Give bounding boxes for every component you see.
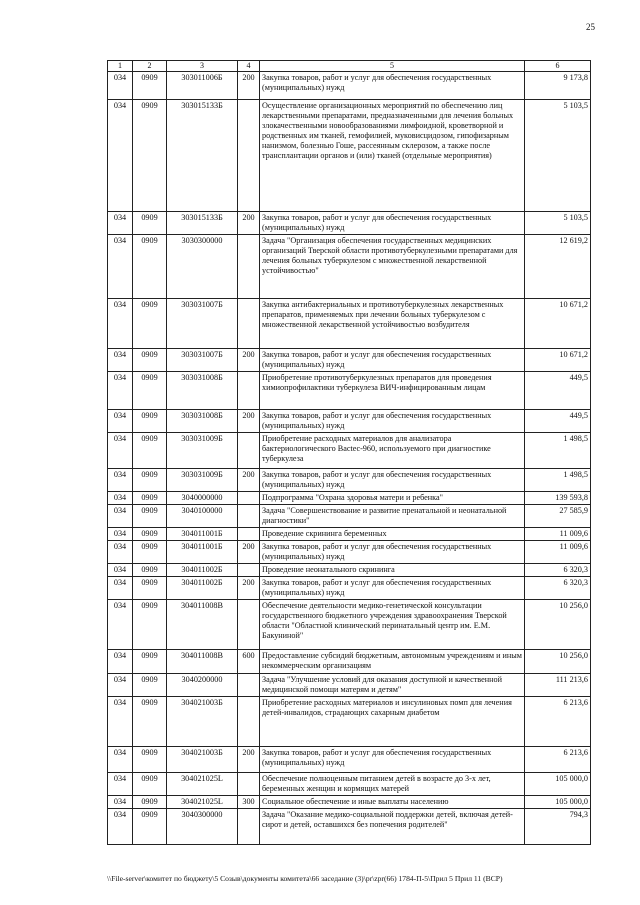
cell-amount: 10 671,2 — [525, 298, 591, 348]
cell-amount: 6 320,3 — [525, 563, 591, 576]
table-row — [108, 576, 591, 599]
cell-section-code: 0909 — [133, 371, 167, 409]
table-header — [108, 61, 591, 72]
cell-ministry-code: 034 — [108, 673, 133, 696]
column-header: 5 — [260, 61, 525, 72]
cell-ministry-code: 034 — [108, 504, 133, 527]
cell-section-code: 0909 — [133, 348, 167, 371]
cell-expense-type-code — [238, 563, 260, 576]
cell-description: Закупка товаров, работ и услуг для обеспечения государственных (муниципальных) нужд — [260, 409, 525, 432]
cell-expense-type-code — [238, 673, 260, 696]
cell-amount: 5 103,5 — [525, 211, 591, 234]
table-row — [108, 649, 591, 673]
cell-target-article-code: 3040100000 — [167, 504, 238, 527]
cell-section-code: 0909 — [133, 504, 167, 527]
cell-target-article-code: 304011008В — [167, 649, 238, 673]
cell-section-code: 0909 — [133, 234, 167, 298]
cell-target-article-code: 303015133Б — [167, 211, 238, 234]
cell-target-article-code: 303011006Б — [167, 71, 238, 99]
cell-ministry-code: 034 — [108, 71, 133, 99]
cell-section-code: 0909 — [133, 527, 167, 540]
cell-section-code: 0909 — [133, 576, 167, 599]
cell-ministry-code: 034 — [108, 527, 133, 540]
table-body — [108, 71, 591, 844]
cell-ministry-code: 034 — [108, 808, 133, 844]
cell-description: Закупка товаров, работ и услуг для обеспечения государственных (муниципальных) нужд — [260, 746, 525, 772]
cell-ministry-code: 034 — [108, 772, 133, 795]
cell-ministry-code: 034 — [108, 371, 133, 409]
cell-description: Закупка товаров, работ и услуг для обеспечения государственных (муниципальных) нужд — [260, 576, 525, 599]
cell-description: Приобретение расходных материалов для анализатора бактериологического Bactec-960, используемого при диагностике туберкулеза — [260, 432, 525, 468]
cell-description: Обеспечение деятельности медико-генетической консультации государственного бюджетного учреждения здравоохранения Тверской области "Областной клинический перинатальный центр им. Е.М. Бакуниной" — [260, 599, 525, 649]
cell-target-article-code: 3040300000 — [167, 808, 238, 844]
cell-expense-type-code: 600 — [238, 649, 260, 673]
table-row — [108, 746, 591, 772]
cell-expense-type-code — [238, 371, 260, 409]
cell-amount: 27 585,9 — [525, 504, 591, 527]
cell-ministry-code: 034 — [108, 649, 133, 673]
cell-section-code: 0909 — [133, 795, 167, 808]
cell-section-code: 0909 — [133, 211, 167, 234]
table-row — [108, 696, 591, 746]
table-row — [108, 563, 591, 576]
cell-target-article-code: 303031008Б — [167, 371, 238, 409]
column-header: 2 — [133, 61, 167, 72]
column-header: 3 — [167, 61, 238, 72]
cell-expense-type-code — [238, 432, 260, 468]
cell-target-article-code: 303031007Б — [167, 348, 238, 371]
cell-section-code: 0909 — [133, 432, 167, 468]
budget-table — [107, 60, 591, 845]
table-row — [108, 795, 591, 808]
table-row — [108, 71, 591, 99]
cell-target-article-code: 304021003Б — [167, 746, 238, 772]
cell-description: Социальное обеспечение и иные выплаты населению — [260, 795, 525, 808]
cell-ministry-code: 034 — [108, 298, 133, 348]
cell-amount: 5 103,5 — [525, 99, 591, 211]
cell-target-article-code: 304021025L — [167, 772, 238, 795]
cell-section-code: 0909 — [133, 746, 167, 772]
cell-description: Задача "Оказание медико-социальной поддержки детей, включая детей-сирот и детей, оставшихся без попечения родителей" — [260, 808, 525, 844]
column-header: 6 — [525, 61, 591, 72]
cell-target-article-code: 304011002Б — [167, 576, 238, 599]
cell-section-code: 0909 — [133, 673, 167, 696]
cell-amount: 10 256,0 — [525, 599, 591, 649]
cell-ministry-code: 034 — [108, 409, 133, 432]
cell-ministry-code: 034 — [108, 746, 133, 772]
column-header: 4 — [238, 61, 260, 72]
cell-description: Обеспечение полноценным питанием детей в возрасте до 3-х лет, беременных женщин и кормящих матерей — [260, 772, 525, 795]
cell-amount: 105 000,0 — [525, 772, 591, 795]
cell-ministry-code: 034 — [108, 795, 133, 808]
cell-expense-type-code: 200 — [238, 468, 260, 491]
cell-expense-type-code: 200 — [238, 348, 260, 371]
cell-expense-type-code: 200 — [238, 409, 260, 432]
cell-description: Закупка товаров, работ и услуг для обеспечения государственных (муниципальных) нужд — [260, 211, 525, 234]
cell-expense-type-code — [238, 772, 260, 795]
cell-target-article-code: 304021025L — [167, 795, 238, 808]
cell-description: Закупка товаров, работ и услуг для обеспечения государственных (муниципальных) нужд — [260, 348, 525, 371]
cell-ministry-code: 034 — [108, 540, 133, 563]
cell-expense-type-code: 200 — [238, 211, 260, 234]
cell-ministry-code: 034 — [108, 348, 133, 371]
table-row — [108, 298, 591, 348]
cell-ministry-code: 034 — [108, 563, 133, 576]
cell-amount: 794,3 — [525, 808, 591, 844]
cell-section-code: 0909 — [133, 491, 167, 504]
cell-amount: 10 671,2 — [525, 348, 591, 371]
cell-amount: 1 498,5 — [525, 432, 591, 468]
cell-description: Осуществление организационных мероприятий по обеспечению лиц лекарственными препаратами, предназначенными для лечения больных злокачественными новообразованиями лимфоидной, кроветворной и родственных им тканей, гемофилией, муковисцидозом, гипофизарным нанизмом, болезнью Гоше, рассеянным склерозом, а также после трансплантации органов и (или) тканей (отдельные мероприятия) — [260, 99, 525, 211]
table-row — [108, 234, 591, 298]
table-row — [108, 527, 591, 540]
cell-target-article-code: 303031009Б — [167, 468, 238, 491]
table-row — [108, 491, 591, 504]
cell-expense-type-code: 200 — [238, 576, 260, 599]
cell-expense-type-code: 200 — [238, 746, 260, 772]
cell-expense-type-code — [238, 99, 260, 211]
table-row — [108, 504, 591, 527]
cell-ministry-code: 034 — [108, 491, 133, 504]
cell-description: Задача "Улучшение условий для оказания доступной и качественной медицинской помощи матерям и детям" — [260, 673, 525, 696]
cell-description: Задача "Организация обеспечения государственных медицинских организаций Тверской области противотуберкулезными препаратами для лечения больных туберкулезом с множественной лекарственной устойчивостью" — [260, 234, 525, 298]
cell-target-article-code: 3040000000 — [167, 491, 238, 504]
cell-description: Задача "Совершенствование и развитие пренатальной и неонатальной диагностики" — [260, 504, 525, 527]
cell-target-article-code: 303031009Б — [167, 432, 238, 468]
cell-ministry-code: 034 — [108, 576, 133, 599]
cell-amount: 449,5 — [525, 409, 591, 432]
cell-section-code: 0909 — [133, 540, 167, 563]
cell-section-code: 0909 — [133, 99, 167, 211]
cell-description: Приобретение противотуберкулезных препаратов для проведения химиопрофилактики туберкулеза ВИЧ-инфицированным лицам — [260, 371, 525, 409]
cell-target-article-code: 3030300000 — [167, 234, 238, 298]
table-row — [108, 432, 591, 468]
cell-expense-type-code — [238, 298, 260, 348]
cell-ministry-code: 034 — [108, 599, 133, 649]
cell-amount: 11 009,6 — [525, 527, 591, 540]
cell-amount: 139 593,8 — [525, 491, 591, 504]
cell-ministry-code: 034 — [108, 468, 133, 491]
cell-expense-type-code: 200 — [238, 540, 260, 563]
cell-section-code: 0909 — [133, 772, 167, 795]
table-row — [108, 409, 591, 432]
table-row — [108, 673, 591, 696]
cell-amount: 6 213,6 — [525, 746, 591, 772]
cell-description: Закупка товаров, работ и услуг для обеспечения государственных (муниципальных) нужд — [260, 468, 525, 491]
cell-section-code: 0909 — [133, 298, 167, 348]
table-row — [108, 540, 591, 563]
cell-section-code: 0909 — [133, 409, 167, 432]
cell-section-code: 0909 — [133, 808, 167, 844]
cell-description: Подпрограмма "Охрана здоровья матери и ребенка" — [260, 491, 525, 504]
cell-amount: 10 256,0 — [525, 649, 591, 673]
cell-section-code: 0909 — [133, 563, 167, 576]
cell-section-code: 0909 — [133, 649, 167, 673]
cell-expense-type-code — [238, 491, 260, 504]
cell-expense-type-code — [238, 696, 260, 746]
cell-expense-type-code — [238, 234, 260, 298]
cell-description: Закупка товаров, работ и услуг для обеспечения государственных (муниципальных) нужд — [260, 71, 525, 99]
cell-ministry-code: 034 — [108, 234, 133, 298]
cell-ministry-code: 034 — [108, 696, 133, 746]
table-row — [108, 808, 591, 844]
table-row — [108, 468, 591, 491]
cell-amount: 9 173,8 — [525, 71, 591, 99]
table-row — [108, 211, 591, 234]
cell-section-code: 0909 — [133, 599, 167, 649]
cell-ministry-code: 034 — [108, 211, 133, 234]
cell-expense-type-code: 200 — [238, 71, 260, 99]
table-row — [108, 371, 591, 409]
cell-target-article-code: 303015133Б — [167, 99, 238, 211]
table-row — [108, 348, 591, 371]
cell-expense-type-code — [238, 527, 260, 540]
column-header: 1 — [108, 61, 133, 72]
cell-amount: 105 000,0 — [525, 795, 591, 808]
cell-ministry-code: 034 — [108, 99, 133, 211]
cell-section-code: 0909 — [133, 468, 167, 491]
cell-description: Предоставление субсидий бюджетным, автономным учреждениям и иным некоммерческим организациям — [260, 649, 525, 673]
cell-amount: 449,5 — [525, 371, 591, 409]
cell-expense-type-code — [238, 504, 260, 527]
cell-ministry-code: 034 — [108, 432, 133, 468]
cell-target-article-code: 304011001Б — [167, 540, 238, 563]
cell-amount: 11 009,6 — [525, 540, 591, 563]
cell-target-article-code: 3040200000 — [167, 673, 238, 696]
cell-amount: 6 320,3 — [525, 576, 591, 599]
cell-target-article-code: 304011008В — [167, 599, 238, 649]
cell-description: Закупка товаров, работ и услуг для обеспечения государственных (муниципальных) нужд — [260, 540, 525, 563]
cell-description: Проведение скрининга беременных — [260, 527, 525, 540]
cell-section-code: 0909 — [133, 696, 167, 746]
cell-target-article-code: 304011001Б — [167, 527, 238, 540]
cell-target-article-code: 303031007Б — [167, 298, 238, 348]
file-path-footer: \\File-server\комитет по бюджету\5 Созыв\документы комитета\66 заседание (3)\pr\zpr(66) 1784-П-5\Прил 5 Прил 11 (ВСР) — [107, 874, 503, 883]
table-row — [108, 99, 591, 211]
table-row — [108, 599, 591, 649]
cell-target-article-code: 304021003Б — [167, 696, 238, 746]
cell-amount: 6 213,6 — [525, 696, 591, 746]
cell-expense-type-code — [238, 599, 260, 649]
cell-target-article-code: 304011002Б — [167, 563, 238, 576]
cell-amount: 12 619,2 — [525, 234, 591, 298]
cell-amount: 1 498,5 — [525, 468, 591, 491]
cell-expense-type-code: 300 — [238, 795, 260, 808]
cell-description: Закупка антибактериальных и противотуберкулезных лекарственных препаратов, применяемых при лечении больных туберкулезом с множественной лекарственной устойчивостью возбудителя — [260, 298, 525, 348]
cell-description: Проведение неонатального скрининга — [260, 563, 525, 576]
cell-expense-type-code — [238, 808, 260, 844]
cell-description: Приобретение расходных материалов и инсулиновых помп для лечения детей-инвалидов, страдающих сахарным диабетом — [260, 696, 525, 746]
table-row — [108, 772, 591, 795]
page-number: 25 — [586, 22, 595, 32]
cell-amount: 111 213,6 — [525, 673, 591, 696]
cell-section-code: 0909 — [133, 71, 167, 99]
cell-target-article-code: 303031008Б — [167, 409, 238, 432]
